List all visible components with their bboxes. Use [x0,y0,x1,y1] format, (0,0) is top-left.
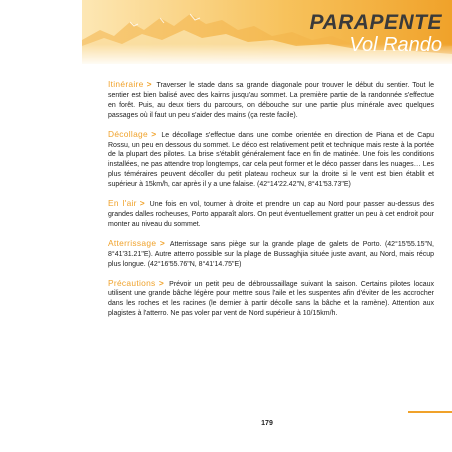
page-title: PARAPENTE [309,11,442,34]
body-text [108,80,434,328]
header-band [82,0,452,64]
chevron-right-icon: > [146,79,152,89]
section-text: Le décollage s'effectue dans une combe orientée en direction de Piana et de Capu Rossu, un peu en dessous du sommet. Le déco est relativement petit et technique mais reste à la portée de la plupart des pilotes. La brise s'établit généralement face en fin de matinée. Une fois les conditions installées, ne pas attendre trop longtemps, car cela peut former et le déco passer dans les nuages… Les plus téméraires peuvent décoller du petit plateau rocheux sur la droite si le vent est bien établit et supérieur à 15km/h, car après il y a une falaise. (42°14'22.42"N, 8°41'53.73"E) [108,131,435,189]
chevron-right-icon: > [159,237,165,248]
section-itineraire [108,80,434,121]
section-precautions [108,279,434,320]
chevron-right-icon: > [158,277,164,288]
section-en-l-air [108,199,434,230]
title-block [310,12,442,56]
chevron-right-icon: > [151,128,157,139]
section-atterrissage [108,239,434,270]
section-keyword: Décollage [108,128,148,139]
footer-accent-rule [408,411,452,413]
section-text: Prévoir un petit peu de débroussaillage suivant la saison. Certains pilotes locaux utilisent une grande bâche légère pour mettre sous l'aile et les suspentes afin d'éviter de les accrocher dans les roches et les racines (le dernier à partir décolle sans la bâche et la ramène). Attention aux plagistes à l'atterro. Ne pas voler par vent de Nord supérieur à 10/15km/h. [108,280,434,318]
section-keyword: Précautions [108,277,156,288]
section-keyword: Atterrissage [108,237,157,248]
section-text: Traverser le stade dans sa grande diagonale pour trouver le début du sentier. Tout le sentier est bien balisé avec des kairns jusqu'au sommet. La première partie de la randonnée s'effectue en forêt. Puis, au deux tiers du parcours, on débouche sur une partie plus minérale avec quelques passages où il faut un peu s'aider des mains (ça reste facile). [108,82,434,119]
section-text: Atterrissage sans piège sur la grande plage de galets de Porto. (42°15'55.15"N, 8°41'31.21"E). Autre atterro possible sur la plage de Bussaghjia située juste avant, au Nord, mais récup plus longue. (42°16'55.76"N, 8°41'14.75"E) [108,240,434,268]
page-subtitle: Vol Rando [349,34,442,56]
section-keyword: En l'air [108,198,137,209]
page [82,0,452,452]
page-number: 179 [261,420,273,427]
section-keyword: Itinéraire [108,79,144,89]
chevron-right-icon: > [139,198,145,209]
section-decollage [108,130,434,190]
section-text: Une fois en vol, tourner à droite et prendre un cap au Nord pour passer au-dessus des grandes dalles rocheuses, Porto apparaît alors. On peut éventuellement gratter un peu à cet endroit pour monter au niveau du sommet. [108,201,434,228]
